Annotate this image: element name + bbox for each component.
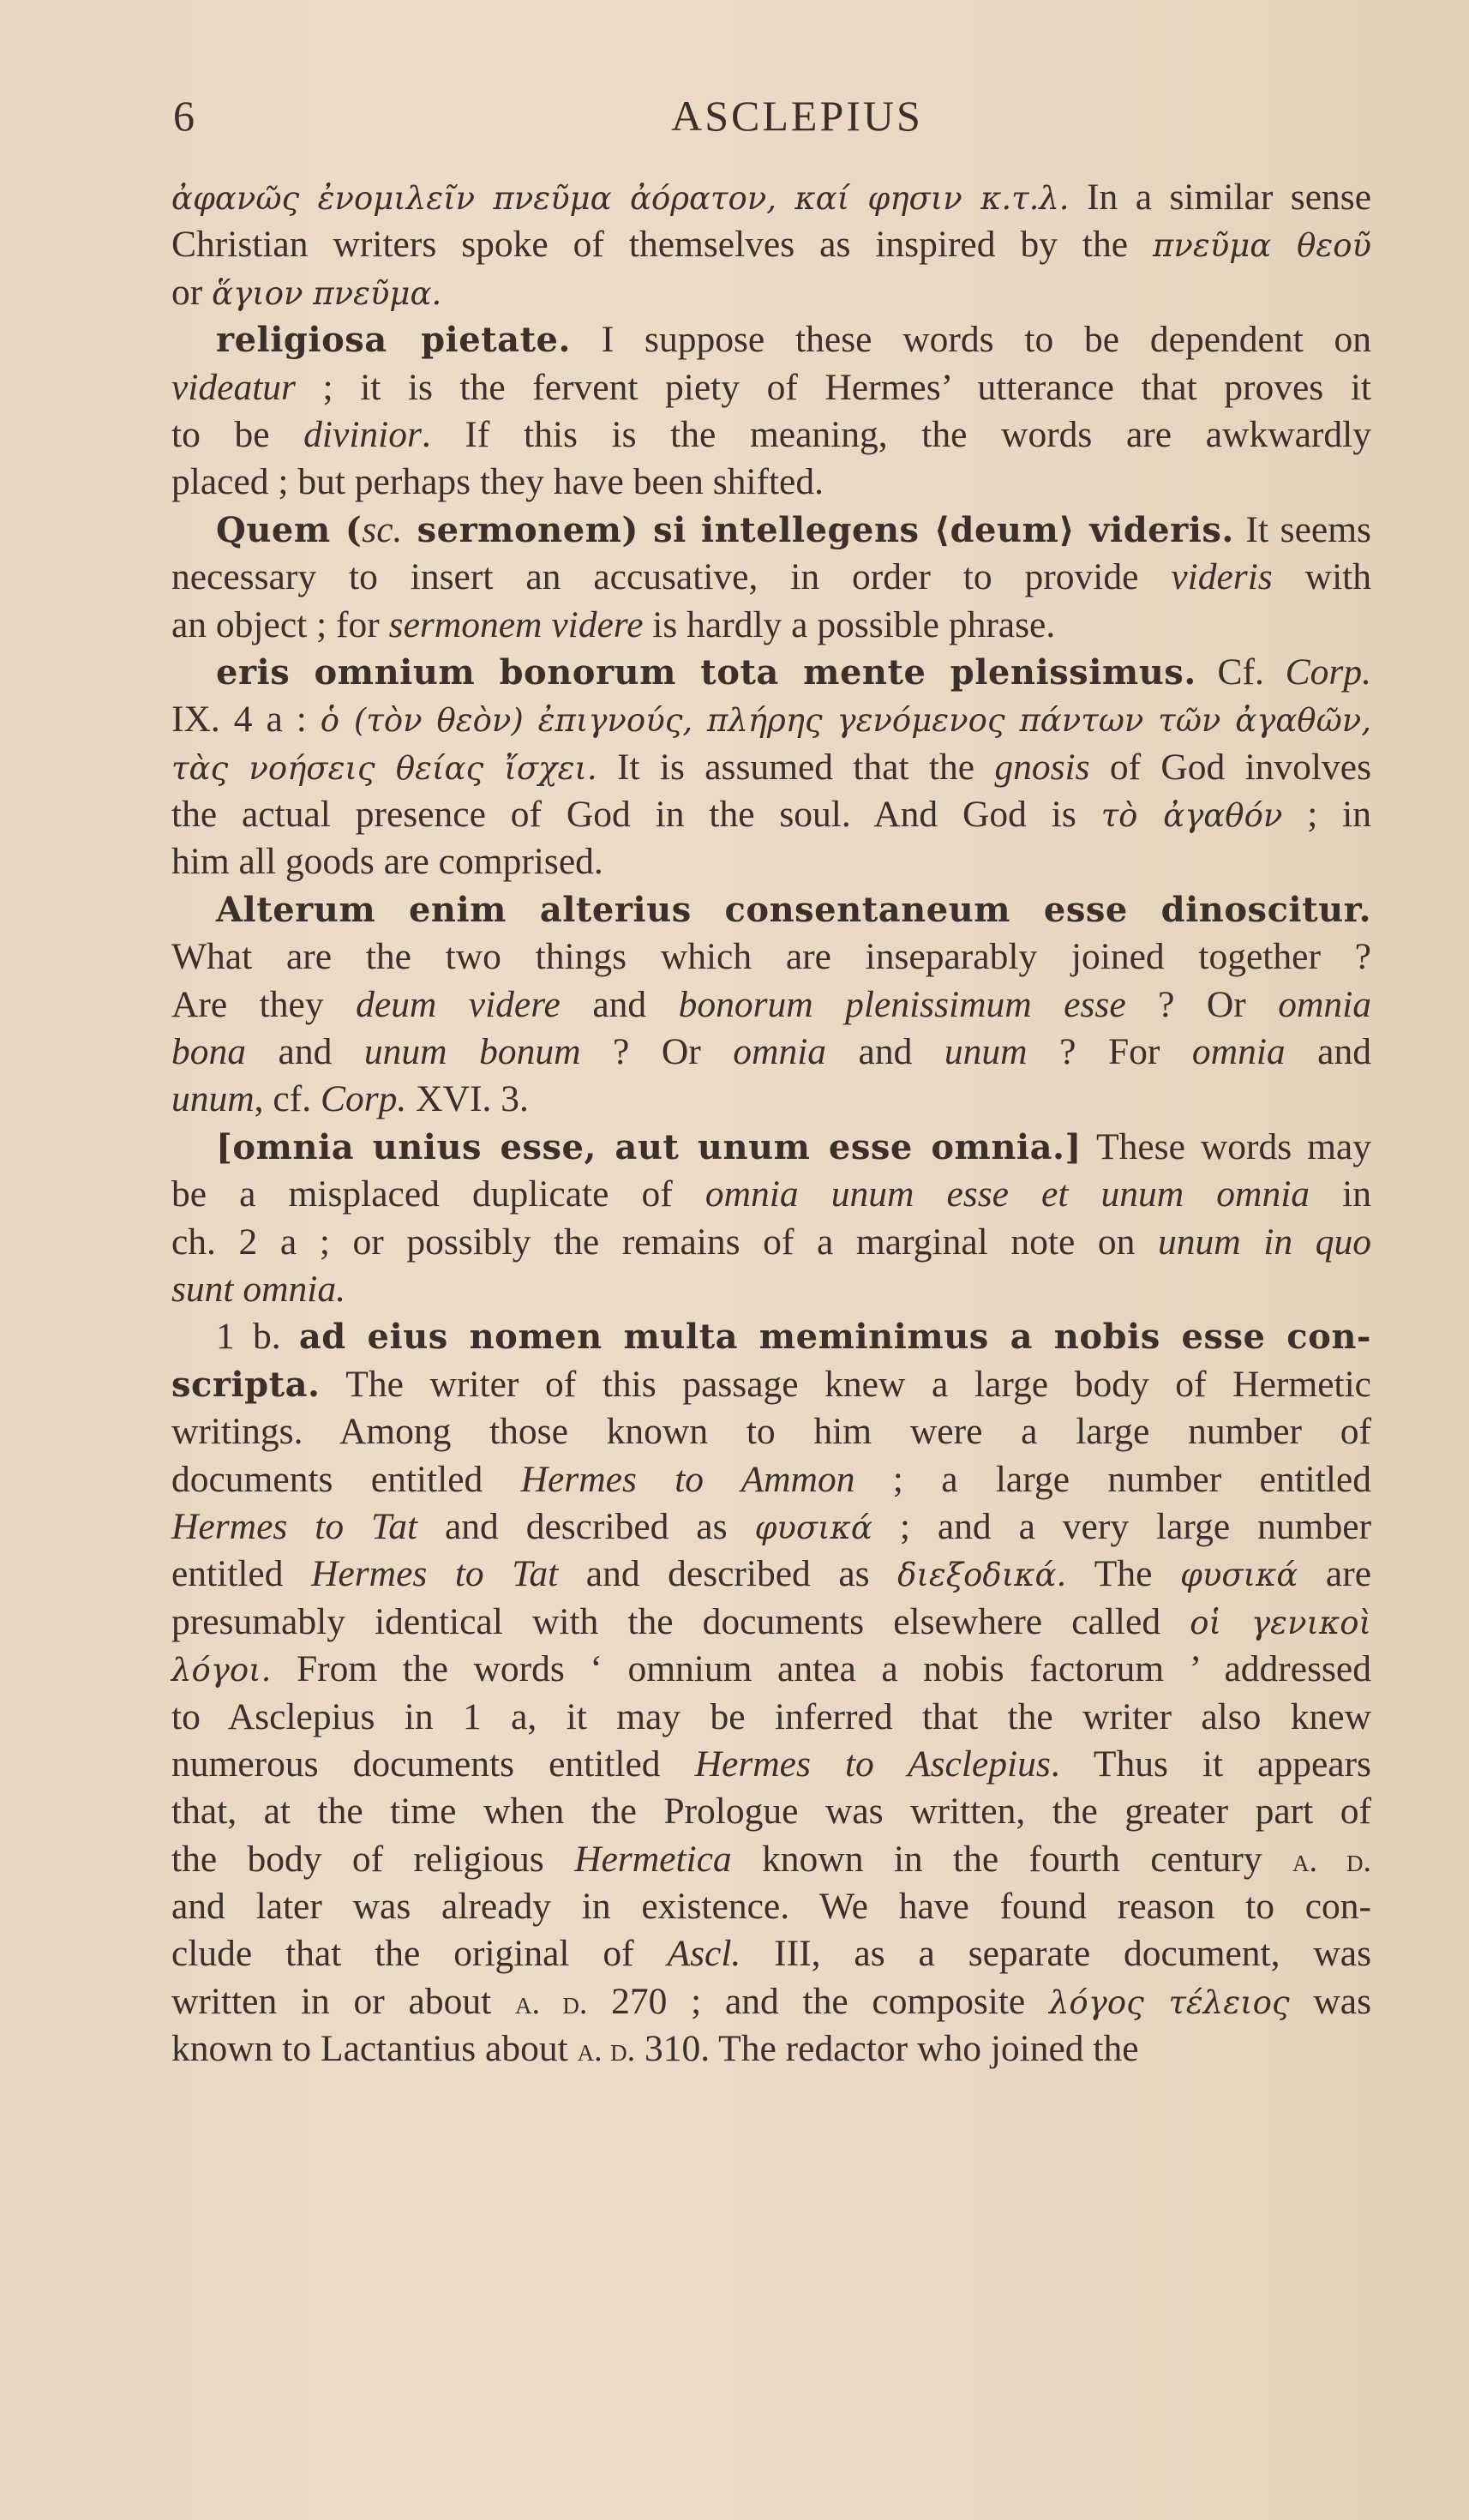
text-run: the body of religious xyxy=(171,1838,575,1880)
text-run: written in or about xyxy=(171,1980,515,2022)
italic-run: omnia unum esse et unum omnia xyxy=(705,1173,1310,1215)
greek-run: πνεῦμα θεοῦ xyxy=(1153,227,1371,265)
text-line xyxy=(171,933,1371,981)
text-run: and xyxy=(246,1031,364,1073)
text-line xyxy=(171,1883,1371,1930)
commentary-note xyxy=(171,649,1371,886)
lemma-run: ad eius nomen multa meminimus a nobis esse con- xyxy=(298,1317,1372,1358)
text-run: ? Or xyxy=(1125,983,1279,1025)
text-line xyxy=(171,1361,1371,1408)
text-line xyxy=(171,602,1371,649)
text-run: ; and a very large number xyxy=(872,1505,1371,1547)
text-line xyxy=(171,744,1371,791)
italic-run: Hermetica xyxy=(574,1838,732,1880)
text-run: in xyxy=(1310,1173,1371,1215)
greek-run: οἱ γενικοὶ xyxy=(1190,1604,1372,1641)
lemma-run: scripta. xyxy=(171,1364,321,1405)
text-run: The writer of this passage knew a large body of Hermetic xyxy=(320,1363,1371,1405)
text-run: Are they xyxy=(171,983,357,1025)
lemma-run: Quem ( xyxy=(216,509,363,550)
lemma-run: religiosa pietate. xyxy=(216,320,571,361)
page-number: 6 xyxy=(173,92,195,140)
page-header xyxy=(171,86,1371,146)
text-run: and xyxy=(826,1031,944,1073)
text-line xyxy=(171,886,1371,933)
continued-paragraph xyxy=(171,174,1371,316)
text-line xyxy=(171,316,1371,363)
text-run: and xyxy=(1285,1031,1371,1073)
commentary-note xyxy=(171,316,1371,507)
text-run: ; it is the fervent piety of Hermes’ utterance that proves it xyxy=(295,366,1371,408)
greek-run: τὸ ἀγαθόν xyxy=(1100,797,1283,835)
lemma-run: [omnia unius esse, aut unum esse omnia.] xyxy=(216,1126,1082,1167)
text-run: him all goods are comprised. xyxy=(171,841,603,883)
text-run: The xyxy=(1066,1553,1180,1595)
text-line xyxy=(171,507,1371,554)
running-title: ASCLEPIUS xyxy=(671,92,923,140)
text-run: presumably identical with the documents elsewhere called xyxy=(171,1600,1190,1642)
italic-run: videatur xyxy=(171,366,296,408)
text-line xyxy=(171,411,1371,459)
text-run: and xyxy=(560,983,679,1025)
text-run: ch. 2 a ; or possibly the remains of a marginal note on xyxy=(171,1221,1158,1263)
text-run: an object ; for xyxy=(171,603,389,645)
italic-run: unum xyxy=(944,1031,1028,1073)
italic-run: bona xyxy=(171,1031,246,1073)
text-line xyxy=(171,1551,1371,1598)
lemma-run: eris omnium bonorum tota mente plenissimus. xyxy=(216,651,1196,693)
greek-run: φυσικά xyxy=(1179,1557,1298,1594)
text-line xyxy=(171,459,1371,506)
text-run: , cf. xyxy=(254,1078,321,1120)
greek-run: διεξοδικά. xyxy=(897,1557,1067,1594)
text-line xyxy=(171,221,1371,268)
italic-run: sermonem videre xyxy=(388,603,644,645)
text-run: with xyxy=(1272,556,1371,598)
text-run: or xyxy=(171,271,213,313)
text-run: 310. The redactor who joined the xyxy=(635,2028,1139,2070)
text-line xyxy=(171,1694,1371,1741)
small-caps-run: a. d. xyxy=(577,2032,636,2069)
text-run: the actual presence of God in the soul. And God is xyxy=(171,794,1101,836)
text-run: documents entitled xyxy=(171,1458,521,1500)
text-run: clude that the original of xyxy=(171,1933,668,1975)
text-run: I suppose these words to be dependent on xyxy=(570,319,1372,361)
greek-run: ἀφανῶς ἐνομιλεῖν πνεῦμα ἀόρατον, καί φησιν κ.τ.λ. xyxy=(171,180,1070,217)
text-run: and later was already in existence. We have found reason to con- xyxy=(171,1886,1371,1928)
text-run: It is assumed that the xyxy=(597,746,995,788)
text-line xyxy=(171,1313,1371,1360)
text-line xyxy=(171,1456,1371,1503)
text-run: writings. Among those known to him were a large number of xyxy=(171,1411,1371,1453)
italic-run: Hermes to Tat xyxy=(171,1505,418,1547)
text-run: IX. 4 a : xyxy=(171,699,321,741)
text-run: . If this is the meaning, the words are awkwardly xyxy=(421,413,1371,455)
text-line xyxy=(171,2025,1371,2073)
text-run: and described as xyxy=(558,1553,898,1595)
text-run: ; in xyxy=(1282,794,1372,836)
italic-run: sunt omnia. xyxy=(171,1268,346,1310)
text-line xyxy=(171,981,1371,1029)
text-line xyxy=(171,1599,1371,1646)
italic-run: gnosis xyxy=(994,746,1090,788)
greek-run: ἅγιον πνεῦμα. xyxy=(212,274,442,312)
commentary-note xyxy=(171,507,1371,649)
text-run: Cf. xyxy=(1196,651,1286,693)
text-line xyxy=(171,791,1371,838)
small-caps-run: a. d. xyxy=(514,1984,588,2021)
text-line xyxy=(171,1076,1371,1123)
italic-run: Hermes to Tat xyxy=(311,1553,559,1595)
greek-run: ὁ (τὸν θεὸν) ἐπιγνούς, πλήρης γενόμενος πάντων τῶν ἀγαθῶν, xyxy=(320,702,1371,740)
text-line xyxy=(171,696,1371,743)
text-run: It seems xyxy=(1233,508,1371,550)
text-run: 1 b. xyxy=(216,1316,299,1358)
italic-run: Ascl. xyxy=(667,1933,741,1975)
commentary-note xyxy=(171,1124,1371,1314)
text-run: is hardly a possible phrase. xyxy=(643,603,1056,645)
text-line xyxy=(171,649,1371,696)
italic-run: Corp. xyxy=(1285,651,1371,693)
italic-run: divinior xyxy=(303,413,422,455)
text-line xyxy=(171,1930,1371,1977)
text-line xyxy=(171,1124,1371,1171)
greek-run: λόγος τέλειος xyxy=(1048,1983,1290,2021)
text-run: that, at the time when the Prologue was written, the greater part of xyxy=(171,1791,1371,1833)
italic-run: unum bonum xyxy=(363,1031,581,1073)
text-line xyxy=(171,1978,1371,2025)
text-run: 270 ; and the composite xyxy=(587,1980,1049,2022)
text-line xyxy=(171,1408,1371,1455)
italic-run: omnia xyxy=(1278,983,1372,1025)
italic-run: unum xyxy=(171,1078,255,1120)
lemma-run: sermonem) si intellegens ⟨deum⟩ videris. xyxy=(402,509,1234,550)
italic-run: unum in quo xyxy=(1158,1221,1371,1263)
text-line xyxy=(171,1503,1371,1551)
text-run: necessary to insert an accusative, in order to provide xyxy=(171,556,1172,598)
text-run: to Asclepius in 1 a, it may be inferred that the writer also knew xyxy=(171,1695,1371,1737)
text-run: to be xyxy=(171,413,304,455)
italic-run: Hermes to Ammon xyxy=(520,1458,855,1500)
text-line xyxy=(171,1741,1371,1788)
commentary-body xyxy=(171,174,1371,2073)
greek-run: τὰς νοήσεις θείας ἴσχει. xyxy=(171,749,597,787)
text-run: and described as xyxy=(417,1505,755,1547)
greek-run: λόγοι. xyxy=(171,1652,272,1689)
text-run: numerous documents entitled xyxy=(171,1743,695,1785)
text-run: entitled xyxy=(171,1553,311,1595)
text-line xyxy=(171,1029,1371,1076)
text-run: of God involves xyxy=(1089,746,1371,788)
text-run: ? For xyxy=(1027,1031,1192,1073)
commentary-note xyxy=(171,886,1371,1124)
italic-run: bonorum plenissimum esse xyxy=(678,983,1126,1025)
text-line xyxy=(171,364,1371,411)
text-run: III, as a separate document, was xyxy=(740,1933,1371,1975)
text-run: In a similar sense xyxy=(1069,177,1371,218)
text-line xyxy=(171,1219,1371,1266)
text-run: was xyxy=(1289,1980,1372,2022)
text-run: are xyxy=(1298,1553,1371,1595)
italic-run: videris xyxy=(1171,556,1273,598)
text-run: Christian writers spoke of themselves as inspired by the xyxy=(171,224,1154,266)
italic-run: omnia xyxy=(1191,1031,1286,1073)
text-run: From the words ‘ omnium antea a nobis factorum ’ addressed xyxy=(271,1648,1371,1690)
text-run: These words may xyxy=(1081,1125,1371,1167)
lemma-run: Alterum enim alterius consentaneum esse dinoscitur. xyxy=(216,889,1371,930)
text-run: known in the fourth century xyxy=(731,1838,1293,1880)
text-run: ? Or xyxy=(580,1031,734,1073)
italic-run: sc. xyxy=(362,508,403,550)
text-line xyxy=(171,1788,1371,1835)
italic-run: Hermes to Asclepius xyxy=(694,1743,1051,1785)
text-run: ; a large number entitled xyxy=(854,1458,1371,1500)
italic-run: deum videre xyxy=(356,983,561,1025)
text-run: known to Lactantius about xyxy=(171,2028,578,2070)
text-run: placed ; but perhaps they have been shifted. xyxy=(171,461,824,503)
text-line xyxy=(171,269,1371,316)
text-line xyxy=(171,554,1371,601)
text-line xyxy=(171,1266,1371,1313)
text-line xyxy=(171,1646,1371,1693)
text-line xyxy=(171,1171,1371,1218)
text-line xyxy=(171,1836,1371,1883)
small-caps-run: a. d. xyxy=(1292,1842,1372,1879)
text-run: What are the two things which are inseparably joined together ? xyxy=(171,936,1371,978)
text-line xyxy=(171,174,1371,221)
greek-run: φυσικά xyxy=(754,1509,872,1546)
text-run: be a misplaced duplicate of xyxy=(171,1173,705,1215)
italic-run: Corp. xyxy=(320,1078,407,1120)
text-run: XVI. 3. xyxy=(406,1078,529,1120)
commentary-note xyxy=(171,1313,1371,2073)
italic-run: omnia xyxy=(733,1031,827,1073)
text-run: . Thus it appears xyxy=(1050,1743,1371,1785)
text-line xyxy=(171,838,1371,885)
